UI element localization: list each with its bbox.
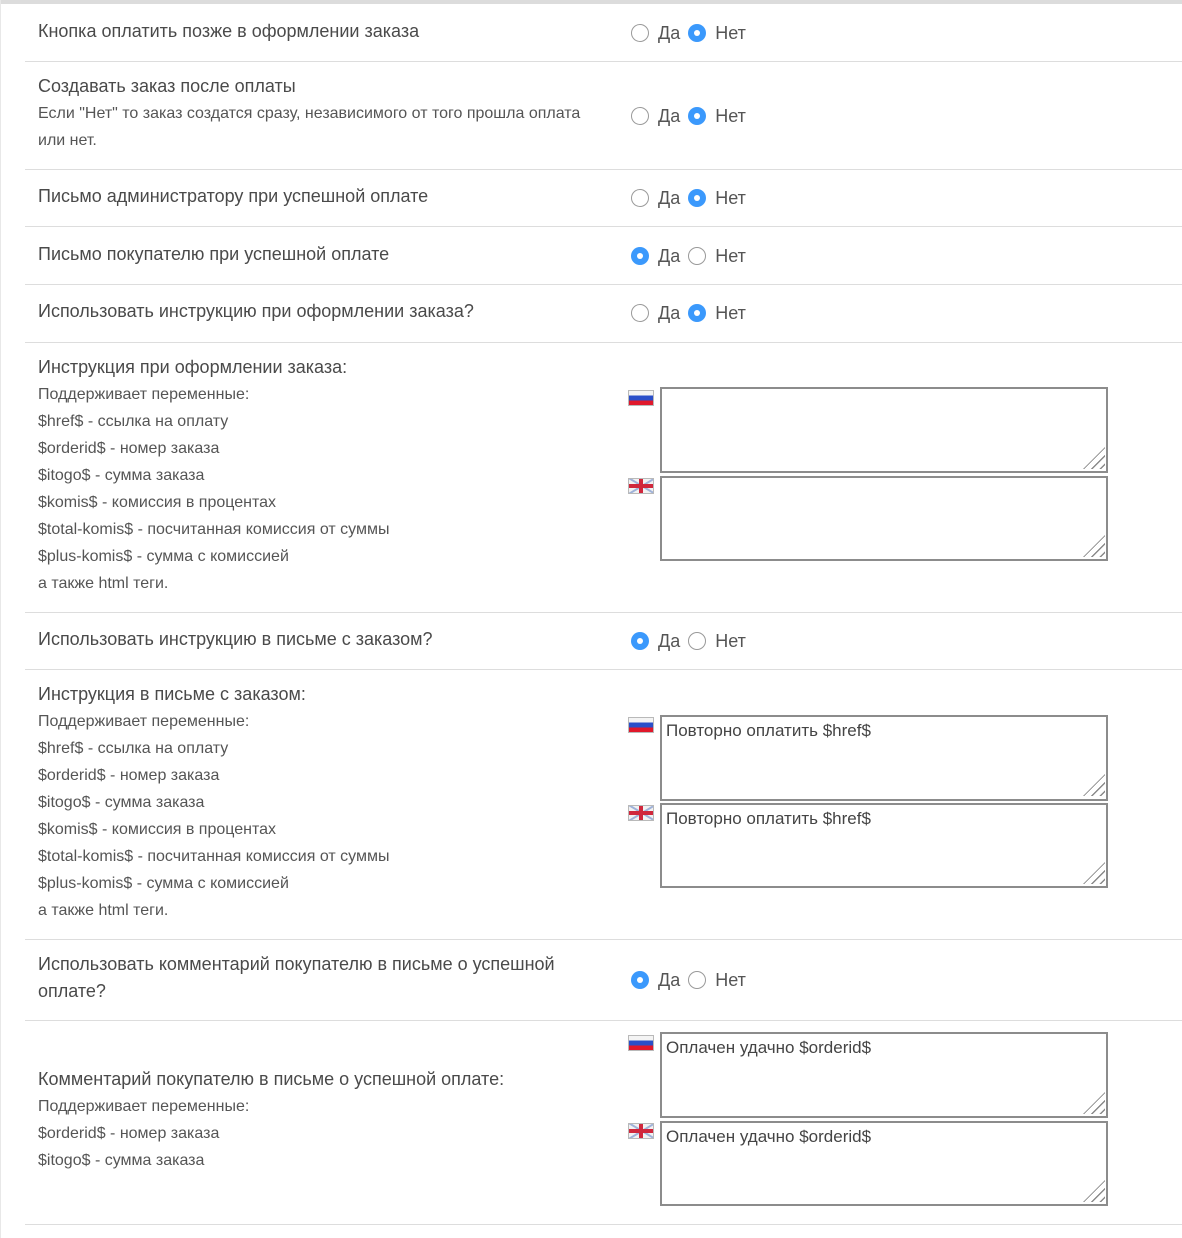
radio-yes[interactable] xyxy=(631,189,649,207)
radio-no[interactable] xyxy=(688,971,706,989)
radio-no[interactable] xyxy=(688,24,706,42)
setting-label xyxy=(38,73,613,154)
setting-row-use-email-instruction xyxy=(25,613,1182,670)
yes-no-radio-group xyxy=(631,104,754,128)
radio-yes-label[interactable]: Да xyxy=(658,245,681,266)
setting-row-pay-later-button xyxy=(25,4,1182,62)
help-line: $itogo$ - сумма заказа xyxy=(38,794,205,811)
help-line: Поддерживает переменные: xyxy=(38,1098,250,1115)
help-line: $href$ - ссылка на оплату xyxy=(38,413,229,430)
setting-title: Кнопка оплатить позже в оформлении заказа xyxy=(38,21,420,41)
help-line: $orderid$ - номер заказа xyxy=(38,440,220,457)
radio-no[interactable] xyxy=(688,189,706,207)
radio-yes-label[interactable]: Да xyxy=(658,302,681,323)
help-line: $href$ - ссылка на оплату xyxy=(38,740,229,757)
yes-no-radio-group xyxy=(631,968,754,992)
russian-flag-icon xyxy=(628,717,654,733)
radio-no-label[interactable]: Нет xyxy=(715,302,746,323)
setting-label xyxy=(38,183,613,210)
setting-title: Инструкция при оформлении заказа: xyxy=(38,357,348,377)
radio-no-label[interactable]: Нет xyxy=(715,22,746,43)
help-list xyxy=(38,708,613,924)
setting-label xyxy=(38,626,613,653)
setting-label xyxy=(38,681,613,924)
yes-no-radio-group xyxy=(631,186,754,210)
help-line: $orderid$ - номер заказа xyxy=(38,767,220,784)
customer-comment-en-textarea[interactable] xyxy=(660,1121,1108,1206)
help-line: $plus-komis$ - сумма с комиссией xyxy=(38,548,289,565)
help-list xyxy=(38,1093,613,1174)
radio-no-label[interactable]: Нет xyxy=(715,245,746,266)
radio-no-label[interactable]: Нет xyxy=(715,187,746,208)
english-flag-icon xyxy=(628,805,654,821)
yes-no-radio-group xyxy=(631,301,754,325)
radio-yes-label[interactable]: Да xyxy=(658,22,681,43)
radio-no-label[interactable]: Нет xyxy=(715,105,746,126)
yes-no-radio-group xyxy=(631,244,754,268)
setting-title: Использовать комментарий покупателю в письме о успешной оплате? xyxy=(38,954,555,1001)
help-line: $itogo$ - сумма заказа xyxy=(38,467,205,484)
help-line: а также html теги. xyxy=(38,575,169,592)
help-line: $itogo$ - сумма заказа xyxy=(38,1152,205,1169)
radio-yes-label[interactable]: Да xyxy=(658,105,681,126)
radio-no-label[interactable]: Нет xyxy=(715,630,746,651)
radio-yes[interactable] xyxy=(631,632,649,650)
setting-row-email-instruction-text xyxy=(25,670,1182,940)
radio-no[interactable] xyxy=(688,247,706,265)
setting-title: Создавать заказ после оплаты xyxy=(38,76,296,96)
radio-no[interactable] xyxy=(688,304,706,322)
instruction-email-ru-textarea[interactable] xyxy=(660,715,1108,801)
instruction-checkout-en-textarea[interactable] xyxy=(660,476,1108,561)
help-line: $komis$ - комиссия в процентах xyxy=(38,494,277,511)
english-flag-icon xyxy=(628,478,654,494)
radio-no-label[interactable]: Нет xyxy=(715,969,746,990)
setting-title: Использовать инструкцию при оформлении заказа? xyxy=(38,301,474,321)
left-border xyxy=(0,0,1,1238)
setting-row-checkout-instruction-text xyxy=(25,343,1182,613)
setting-label xyxy=(38,18,613,45)
customer-comment-ru-textarea[interactable] xyxy=(660,1032,1108,1118)
radio-no[interactable] xyxy=(688,632,706,650)
help-line: $plus-komis$ - сумма с комиссией xyxy=(38,875,289,892)
setting-label xyxy=(38,241,613,268)
setting-label xyxy=(38,951,603,1005)
setting-label xyxy=(38,354,613,597)
setting-title: Использовать инструкцию в письме с заказом? xyxy=(38,629,433,649)
help-line: $total-komis$ - посчитанная комиссия от суммы xyxy=(38,521,390,538)
radio-yes-label[interactable]: Да xyxy=(658,969,681,990)
instruction-email-en-textarea[interactable] xyxy=(660,803,1108,888)
setting-title: Инструкция в письме с заказом: xyxy=(38,684,306,704)
help-line: $orderid$ - номер заказа xyxy=(38,1125,220,1142)
setting-label xyxy=(38,1066,613,1174)
radio-yes[interactable] xyxy=(631,304,649,322)
setting-row-customer-comment-text xyxy=(25,1021,1182,1225)
yes-no-radio-group xyxy=(631,629,754,653)
radio-yes[interactable] xyxy=(631,247,649,265)
help-line: а также html теги. xyxy=(38,902,169,919)
setting-title: Письмо покупателю при успешной оплате xyxy=(38,244,390,264)
radio-yes[interactable] xyxy=(631,24,649,42)
english-flag-icon xyxy=(628,1123,654,1139)
radio-no[interactable] xyxy=(688,107,706,125)
setting-row-use-customer-comment xyxy=(25,940,1182,1021)
setting-row-create-order-after-payment xyxy=(25,62,1182,170)
setting-row-customer-email xyxy=(25,227,1182,285)
help-line: Поддерживает переменные: xyxy=(38,713,250,730)
yes-no-radio-group xyxy=(631,21,754,45)
radio-yes[interactable] xyxy=(631,107,649,125)
setting-row-admin-email xyxy=(25,170,1182,227)
setting-title: Комментарий покупателю в письме о успешной оплате: xyxy=(38,1069,505,1089)
setting-title: Письмо администратору при успешной оплате xyxy=(38,186,429,206)
help-line: $komis$ - комиссия в процентах xyxy=(38,821,277,838)
instruction-checkout-ru-textarea[interactable] xyxy=(660,387,1108,473)
help-line: Поддерживает переменные: xyxy=(38,386,250,403)
russian-flag-icon xyxy=(628,390,654,406)
setting-label xyxy=(38,298,613,325)
setting-row-use-checkout-instruction xyxy=(25,285,1182,343)
radio-yes[interactable] xyxy=(631,971,649,989)
radio-yes-label[interactable]: Да xyxy=(658,187,681,208)
help-line: $total-komis$ - посчитанная комиссия от суммы xyxy=(38,848,390,865)
setting-description: Если "Нет" то заказ создатся сразу, независимого от того прошла оплата или нет. xyxy=(38,105,581,149)
radio-yes-label[interactable]: Да xyxy=(658,630,681,651)
russian-flag-icon xyxy=(628,1035,654,1051)
help-list xyxy=(38,381,613,597)
